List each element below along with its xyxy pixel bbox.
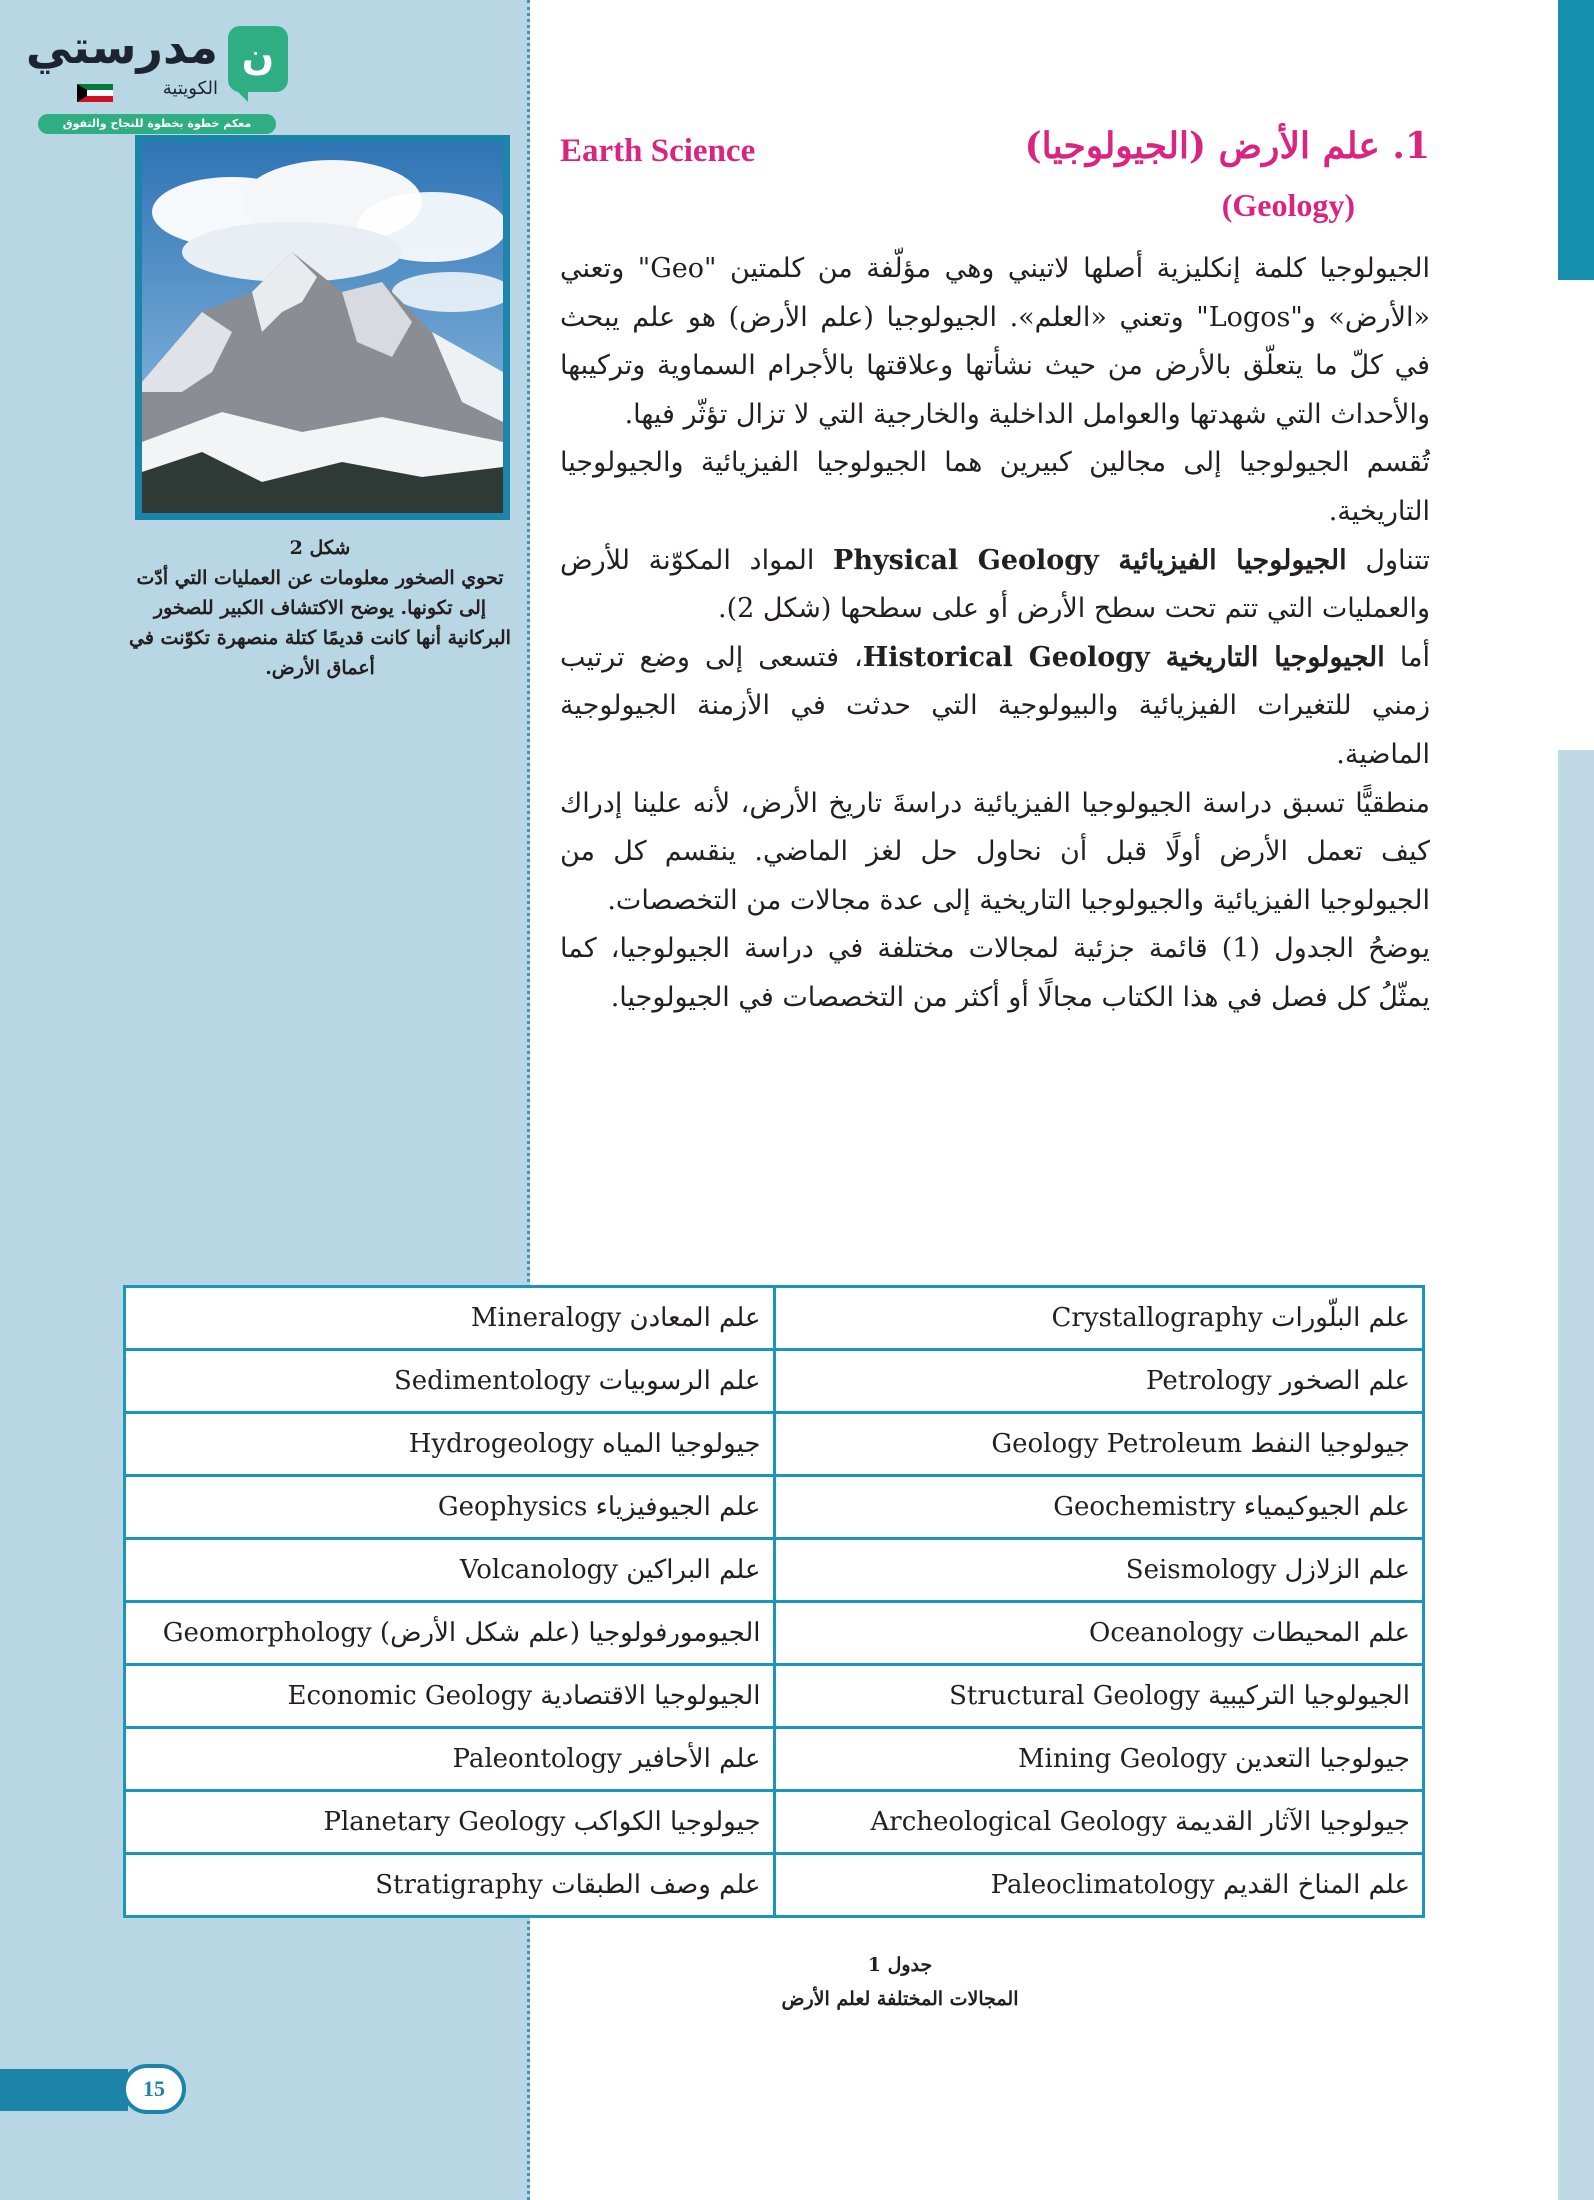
table-cell: جيولوجيا الآثار القديمة Archeological Geology [774,1791,1424,1854]
table-row [125,1602,1424,1665]
geology-fields-table [123,1285,1425,1918]
table-cell: علم الجيوفيزياء Geophysics [125,1476,775,1539]
table-row [125,1665,1424,1728]
table-cell: علم الأحافير Paleontology [125,1728,775,1791]
paragraph-6: يوضحُ الجدول (1) قائمة جزئية لمجالات مختلفة في دراسة الجيولوجيا، كما يمثّلُ كل فصل في هذا الكتاب مجالًا أو أكثر من التخصصات في الجيولوجيا. [560,933,1430,1013]
table-row [125,1476,1424,1539]
table-cell: علم البلّورات Crystallography [774,1287,1424,1350]
paragraph-5: منطقيًّا تسبق دراسة الجيولوجيا الفيزيائية دراسةَ تاريخ الأرض، لأنه علينا إدراك كيف تعمل الأرض أولًا قبل أن نحاول حل لغز الماضي. ينقسم كل من الجيولوجيا الفيزيائية والجيولوجيا التاريخية إلى عدة مجالات من التخصصات. [560,787,1430,916]
table-cell: جيولوجيا النفط Geology Petroleum [774,1413,1424,1476]
figure-2-mountain-photo [135,135,510,520]
historical-geology-term: الجيولوجيا التاريخية Historical Geology [862,641,1385,673]
table-cell: الجيولوجيا الاقتصادية Economic Geology [125,1665,775,1728]
logo-mark-icon: ن [228,26,288,92]
table-row [125,1413,1424,1476]
logo-name: مدرستي [25,20,218,74]
table-cell: علم المناخ القديم Paleoclimatology [774,1854,1424,1917]
table-1-label: جدول 1 [867,1954,933,1976]
section-title-arabic: 1. علم الأرض (الجيولوجيا) [1024,125,1430,167]
paragraph-3 [560,537,1430,634]
figure-2-text: تحوي الصخور معلومات عن العمليات التي أدّت إلى تكونها. يوضح الاكتشاف الكبير للصخور البركانية أنها كانت قديمًا كتلة منصهرة تكوّنت في أعماق الأرض. [129,567,511,679]
page-edge-tab-top [1558,0,1594,280]
paragraph-4-pre: أما [1384,641,1431,673]
page-edge-tab-bottom [1558,750,1594,2200]
table-cell: الجيولوجيا التركيبية Structural Geology [774,1665,1424,1728]
physical-geology-term: الجيولوجيا الفيزيائية Physical Geology [833,544,1347,576]
logo-slogan: معكم خطوة بخطوة للنجاح والتفوق [38,114,276,134]
table-row [125,1728,1424,1791]
table-row [125,1539,1424,1602]
figure-2-label: شكل 2 [289,537,351,559]
table-1-title: المجالات المختلفة لعلم الأرض [781,1988,1019,2010]
table-cell: علم المحيطات Oceanology [774,1602,1424,1665]
table-cell: علم وصف الطبقات Stratigraphy [125,1854,775,1917]
table-cell: علم البراكين Volcanology [125,1539,775,1602]
table-cell: جيولوجيا التعدين Mining Geology [774,1728,1424,1791]
table-cell: جيولوجيا الكواكب Planetary Geology [125,1791,775,1854]
page-number-bar [0,2069,128,2111]
paragraph-4-post: ، فتسعى إلى وضع ترتيب زمني للتغيرات الفيزيائية والبيولوجية التي حدثت في الأزمنة الجيولوجية الماضية. [560,641,1430,770]
table-cell: علم الزلازل Seismology [774,1539,1424,1602]
madrasati-logo [25,20,288,130]
table-1-caption [700,1948,1100,2016]
table-cell: الجيومورفولوجيا (علم شكل الأرض) Geomorphology [125,1602,775,1665]
paragraph-1: الجيولوجيا كلمة إنكليزية أصلها لاتيني وهي مؤلّفة من كلمتين "Geo" وتعني «الأرض» و"Logos" وتعني «العلم». الجيولوجيا (علم الأرض) هو علم يبحث في كلّ ما يتعلّق بالأرض من حيث نشأتها وعلاقتها بالأجرام السماوية وتركيبها والأحداث التي شهدتها والعوامل الداخلية والخارجية التي لا تزال تؤثّر فيها. [560,253,1431,430]
table-row [125,1854,1424,1917]
table-row [125,1791,1424,1854]
section-title-english: Earth Science [560,133,756,169]
paragraph-2: تُقسم الجيولوجيا إلى مجالين كبيرين هما الجيولوجيا الفيزيائية والجيولوجيا التاريخية. [560,447,1430,527]
table-cell: علم الرسوبيات Sedimentology [125,1350,775,1413]
section-title-geology: (Geology) [1221,187,1355,223]
table-cell: علم الجيوكيمياء Geochemistry [774,1476,1424,1539]
page-number: 15 [122,2064,186,2114]
table-row [125,1350,1424,1413]
table-cell: علم المعادن Mineralogy [125,1287,775,1350]
logo-subtitle: الكويتية [162,78,218,99]
figure-2-caption [120,533,520,683]
paragraph-3-pre: تتناول [1346,544,1431,576]
table-row [125,1287,1424,1350]
paragraph-3-post: المواد المكوّنة للأرض والعمليات التي تتم تحت سطح الأرض أو على سطحها (شكل 2). [560,544,1430,625]
body-text [560,245,1430,1023]
table-cell: جيولوجيا المياه Hydrogeology [125,1413,775,1476]
paragraph-4 [560,634,1430,780]
table-cell: علم الصخور Petrology [774,1350,1424,1413]
kuwait-flag-icon [77,84,113,102]
mountain-illustration [142,142,503,513]
